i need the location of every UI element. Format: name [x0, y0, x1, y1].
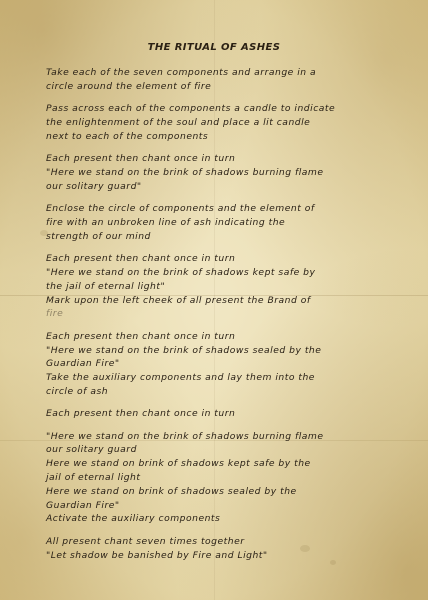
stanza: [46, 330, 386, 399]
stanza: [46, 430, 386, 527]
text-line: Each present then chant once in turn: [46, 153, 236, 165]
text-line: next to each of the components: [46, 130, 209, 142]
text-line: "Here we stand on the brink of shadows kept safe by: [46, 266, 316, 278]
text-line: "Here we stand on the brink of shadows sealed by the: [46, 344, 322, 356]
text-line: Each present then chant once in turn: [46, 253, 236, 265]
stanza: [46, 66, 386, 94]
text-line: "Here we stand on the brink of shadows burning flame: [46, 166, 324, 178]
stanza: [46, 152, 386, 193]
stanza: [46, 535, 386, 563]
text-line: circle around the element of fire: [46, 80, 212, 92]
text-line: Each present then chant once in turn: [46, 408, 236, 420]
text-line: the jail of eternal light": [46, 280, 166, 292]
text-line: "Let shadow be banished by Fire and Light": [46, 549, 268, 561]
stanza: [46, 407, 386, 421]
text-line: Mark upon the left cheek of all present the Brand of: [46, 294, 311, 306]
ritual-text: [46, 66, 386, 571]
text-line: our solitary guard: [46, 444, 137, 456]
text-line: Here we stand on brink of shadows sealed by the: [46, 485, 297, 497]
text-line: our solitary guard": [46, 180, 142, 192]
text-line: fire with an unbroken line of ash indicating the: [46, 216, 286, 228]
page-title: THE RITUAL OF ASHES: [147, 42, 281, 53]
text-line: Guardian Fire": [46, 358, 120, 370]
stanza: [46, 202, 386, 243]
text-line: Take each of the seven components and arrange in a: [46, 67, 317, 78]
stanza: [46, 252, 386, 321]
text-line: Here we stand on brink of shadows kept safe by the: [46, 458, 311, 470]
text-line: Activate the auxiliary components: [46, 513, 221, 525]
stanza: [46, 102, 386, 143]
text-line: the enlightenment of the soul and place a lit candle: [46, 116, 311, 128]
text-line: jail of eternal light: [46, 472, 141, 484]
text-line: All present chant seven times together: [46, 535, 245, 547]
text-line: "Here we stand on the brink of shadows burning flame: [46, 430, 324, 442]
text-line: Take the auxiliary components and lay them into the: [46, 372, 315, 384]
text-line: Enclose the circle of components and the element of: [46, 203, 315, 215]
text-line: fire: [46, 308, 64, 320]
text-line: Each present then chant once in turn: [46, 330, 236, 342]
text-line: Guardian Fire": [46, 499, 120, 511]
text-line: strength of our mind: [46, 230, 151, 242]
text-line: circle of ash: [46, 385, 109, 397]
text-line: Pass across each of the components a candle to indicate: [46, 103, 336, 115]
